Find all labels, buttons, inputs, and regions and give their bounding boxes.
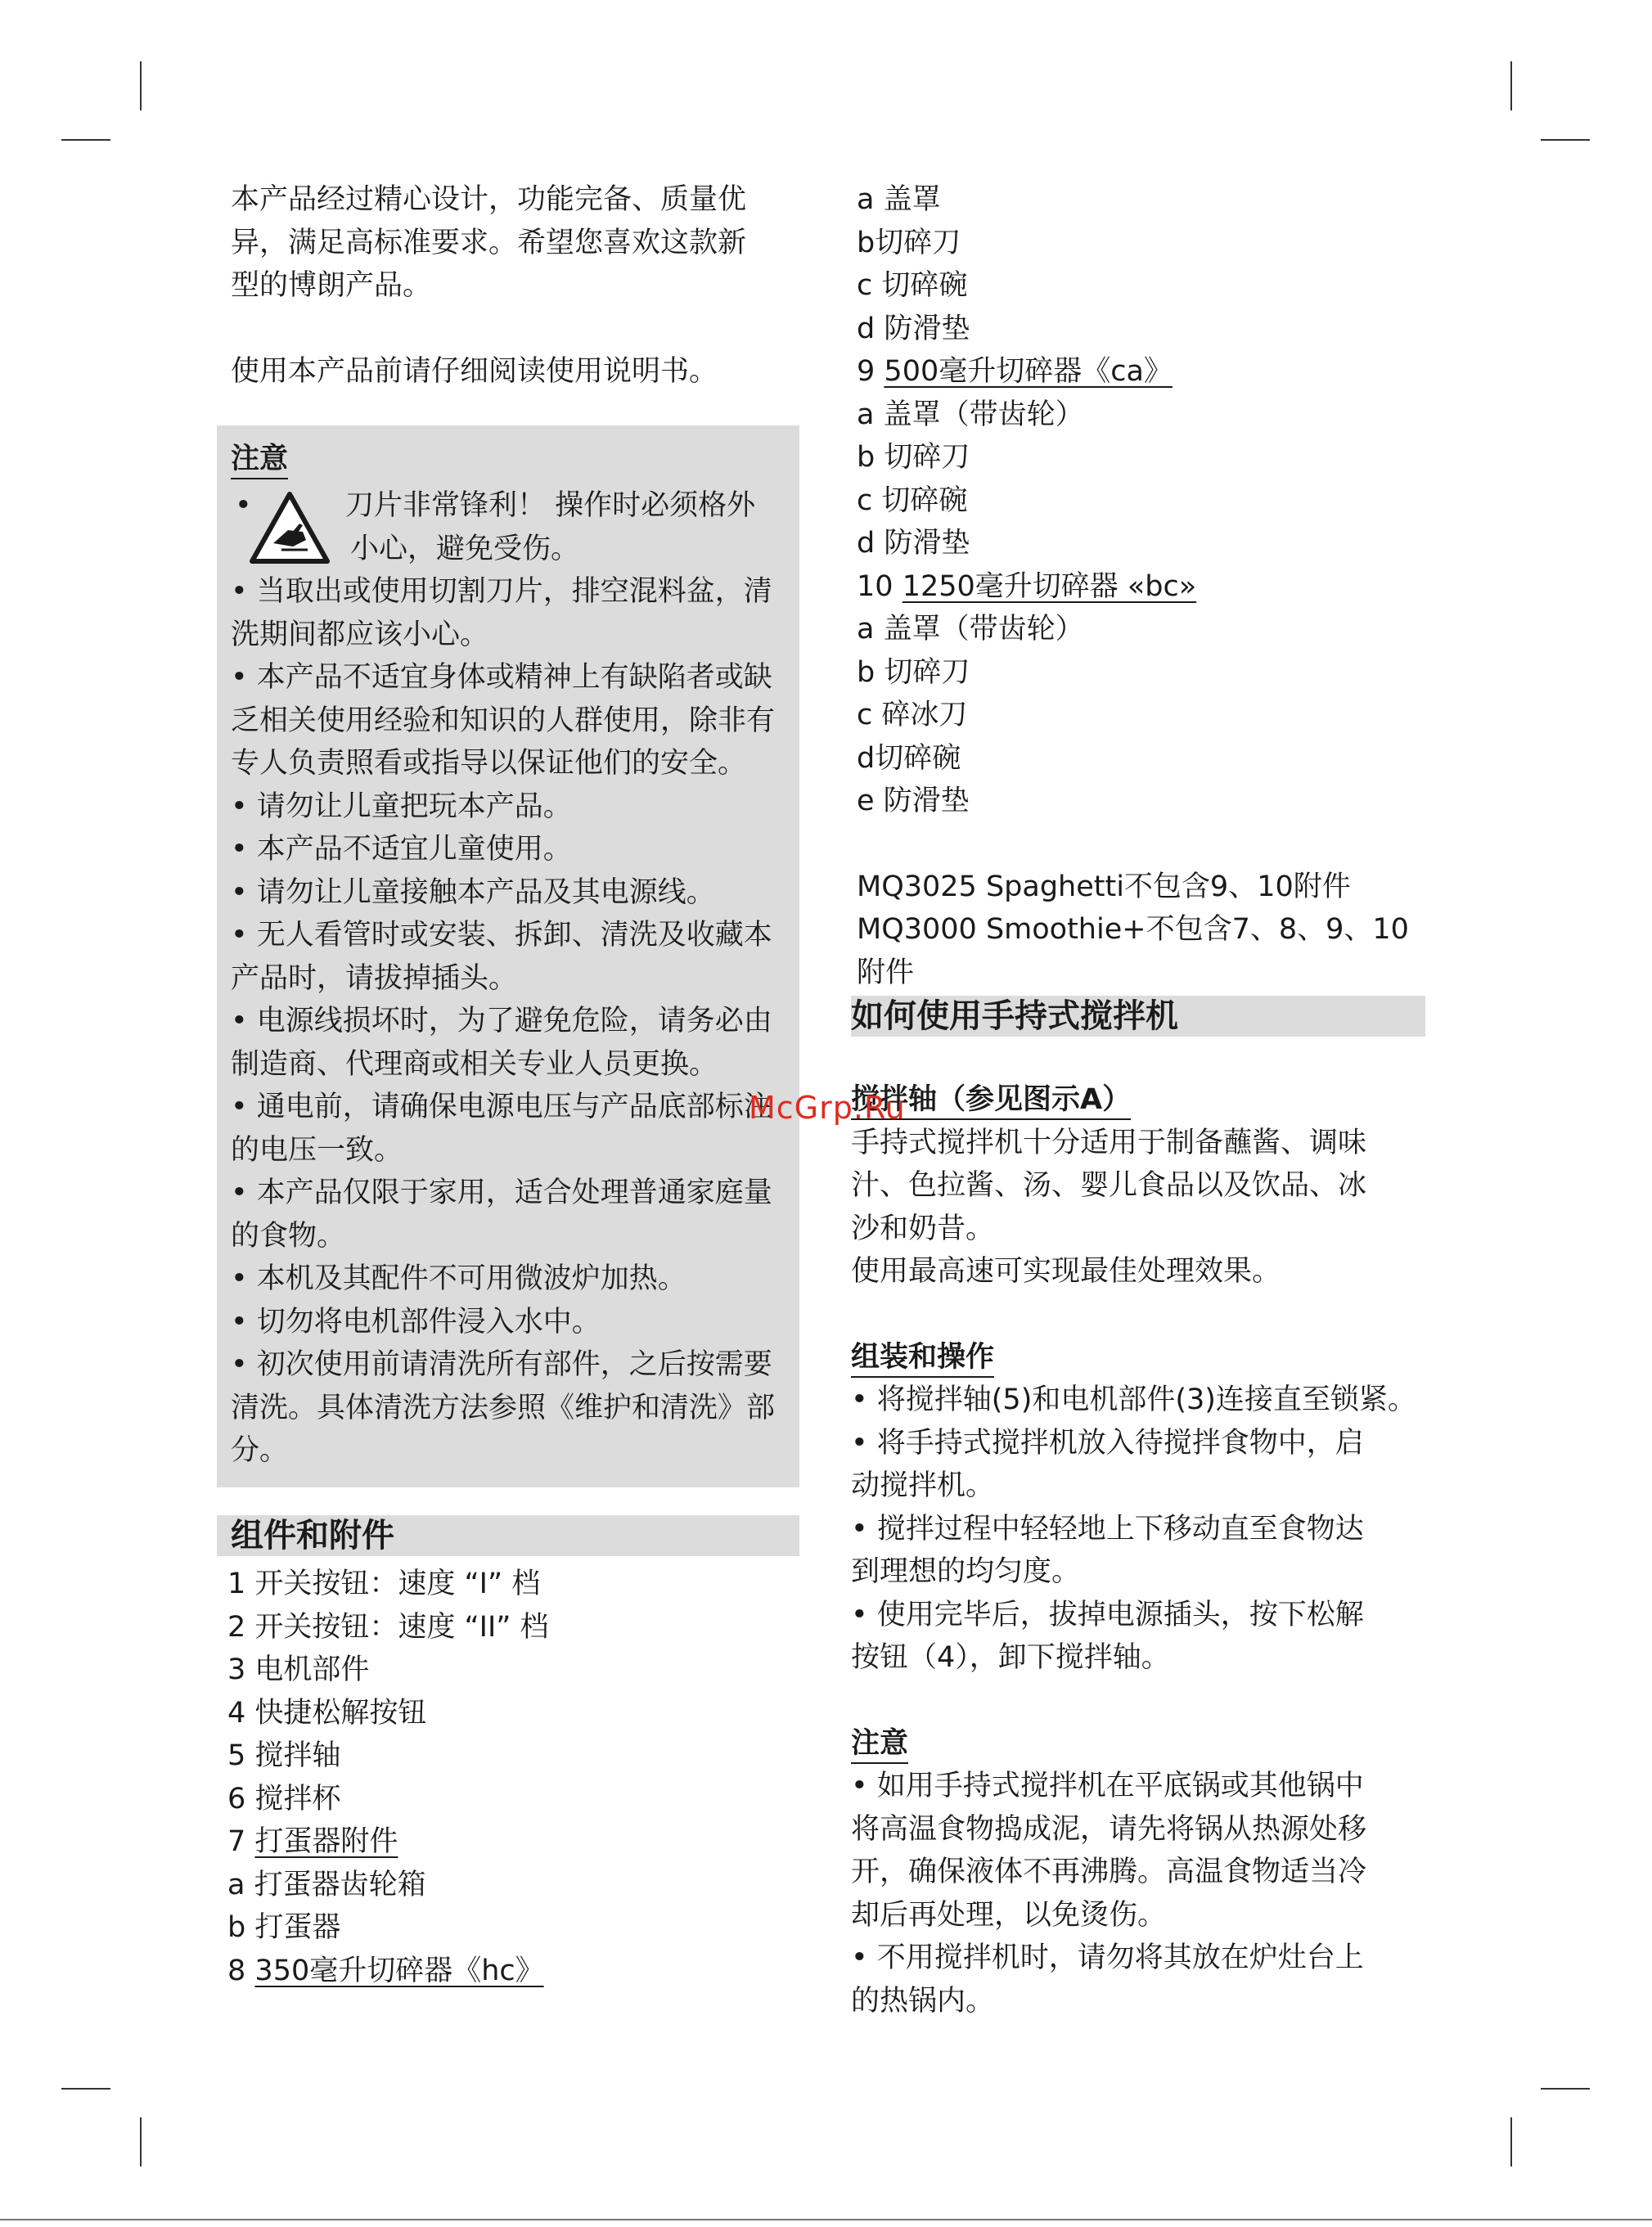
component-subitem: c 切碎碗 <box>857 484 968 517</box>
notice-item: • 电源线损坏时，为了避免危险，请务必由制造商、代理商或相关专业人员更换。 <box>231 1005 772 1081</box>
notice-title: 注意 <box>231 440 288 479</box>
watermark: McGrp.Ru <box>749 1090 906 1126</box>
component-subitem: a 盖罩 <box>857 183 941 216</box>
assembly-title: 组装和操作 <box>851 1338 994 1378</box>
body-line: • 如用手持式搅拌机在平底锅或其他锅中 <box>851 1770 1364 1802</box>
sharp-blade-warning-icon <box>249 491 331 565</box>
component-subitem: b切碎刀 <box>857 226 961 259</box>
crop-mark <box>140 2117 142 2166</box>
notice-item: • 本机及其配件不可用微波炉加热。 <box>231 1262 686 1295</box>
component-subitem: c 碎冰刀 <box>857 699 968 731</box>
body-line: 开，确保液体不再沸腾。高温食物适当冷 <box>851 1856 1367 1888</box>
body-line: • 将手持式搅拌机放入待搅拌食物中，启 <box>851 1426 1364 1460</box>
components-list <box>227 1563 800 1992</box>
left-intro <box>231 178 799 393</box>
item-label: 500毫升切碎器《ca》 <box>884 355 1173 388</box>
component-subitem: b 切碎刀 <box>857 441 970 474</box>
read-manual-text: 使用本产品前请仔细阅读使用说明书。 <box>231 354 718 388</box>
howto-content <box>851 1078 1434 2022</box>
body-line: 到理想的均匀度。 <box>851 1555 1081 1588</box>
notice-item: • 无人看管时或安装、拆卸、清洗及收藏本产品时，请拔掉插头。 <box>231 919 772 995</box>
component-item: 3 电机部件 <box>227 1653 370 1686</box>
component-item: 6 搅拌杯 <box>227 1782 341 1815</box>
body-line: 按钮（4），卸下搅拌轴。 <box>851 1641 1170 1674</box>
notice-item: • 请勿让儿童接触本产品及其电源线。 <box>231 875 715 909</box>
body-line: 汁、色拉酱、汤、婴儿食品以及饮品、冰 <box>851 1169 1367 1202</box>
body-line: 的热锅内。 <box>851 1984 995 2018</box>
notice-item: • 本产品不适宜身体或精神上有缺陷者或缺乏相关使用经验和知识的人群使用，除非有专人负责照看或指导以保证他们的安全。 <box>231 661 776 780</box>
component-item: 2 开关按钮：速度 “II” 档 <box>227 1610 549 1644</box>
model-note: MQ3025 Spaghetti不包含9、10附件 <box>857 870 1351 903</box>
bottom-rule <box>0 2219 1652 2220</box>
model-note: MQ3000 Smoothie+不包含7、8、9、10 <box>857 913 1409 946</box>
intro-line: 本产品经过精心设计，功能完备、质量优 <box>231 183 747 216</box>
component-subitem: a 盖罩（带齿轮） <box>857 398 1084 431</box>
component-subitem: d 防滑垫 <box>857 312 970 345</box>
model-note: 附件 <box>857 956 915 989</box>
body-line: • 不用搅拌机时，请勿将其放在炉灶台上 <box>851 1941 1364 1974</box>
component-subitem: a 打蛋器齿轮箱 <box>227 1868 426 1901</box>
crop-mark <box>61 2088 110 2090</box>
blender-shaft-title: 搅拌轴（参见图示A） <box>851 1081 1131 1120</box>
notice-item: • 请勿让儿童把玩本产品。 <box>231 790 572 823</box>
component-subitem: d切碎碗 <box>857 741 961 775</box>
component-subitem: d 防滑垫 <box>857 527 970 560</box>
intro-line: 异，满足高标准要求。希望您喜欢这款新 <box>231 226 747 259</box>
body-line: • 搅拌过程中轻轻地上下移动直至食物达 <box>851 1512 1364 1545</box>
warning-line: 小心，避免受伤。 <box>350 532 580 565</box>
component-item <box>227 1820 800 1864</box>
body-line: 动搅拌机。 <box>851 1469 995 1502</box>
item-label: 350毫升切碎器《hc》 <box>254 1954 544 1987</box>
item-number: 9 <box>857 355 876 388</box>
crop-mark <box>61 139 110 141</box>
item-number: 8 <box>227 1954 246 1987</box>
notice-item: • 通电前，请确保电源电压与产品底部标注的电压一致。 <box>231 1091 772 1167</box>
notice-item: • 当取出或使用切割刀片，排空混料盆，清洗期间都应该小心。 <box>231 575 772 651</box>
component-item <box>857 350 1439 394</box>
component-subitem: e 防滑垫 <box>857 785 970 817</box>
crop-mark <box>1510 2117 1512 2166</box>
item-number: 7 <box>227 1825 246 1858</box>
body-line: 沙和奶昔。 <box>851 1212 995 1245</box>
component-subitem: b 切碎刀 <box>857 655 970 689</box>
crop-mark <box>1541 139 1590 141</box>
component-item <box>857 565 1439 609</box>
body-line: • 使用完毕后，拔掉电源插头，按下松解 <box>851 1598 1364 1631</box>
component-item: 5 搅拌轴 <box>227 1739 341 1772</box>
component-subitem: c 切碎碗 <box>857 269 968 302</box>
notice-item: • 本产品仅限于家用，适合处理普通家庭量的食物。 <box>231 1176 772 1253</box>
crop-mark <box>1541 2088 1590 2090</box>
item-number: 10 <box>857 569 894 603</box>
crop-mark <box>140 61 142 110</box>
component-item: 1 开关按钮：速度 “I” 档 <box>227 1568 541 1600</box>
components-section-title: 组件和附件 <box>217 1515 799 1556</box>
component-item: 4 快捷松解按钮 <box>227 1696 427 1730</box>
body-line: 手持式搅拌机十分适用于制备蘸酱、调味 <box>851 1126 1367 1159</box>
body-line: 却后再处理，以免烫伤。 <box>851 1898 1167 1932</box>
blade-warning <box>231 484 799 570</box>
warning-line: 刀片非常锋利！ 操作时必须格外 <box>345 489 756 522</box>
bullet: • <box>235 489 252 522</box>
item-label: 1250毫升切碎器 «bc» <box>902 569 1197 603</box>
notice-item: • 本产品不适宜儿童使用。 <box>231 833 572 866</box>
component-subitem: a 盖罩（带齿轮） <box>857 613 1084 646</box>
body-line: • 将搅拌轴(5)和电机部件(3)连接直至锁紧。 <box>851 1383 1416 1416</box>
notice-item: • 初次使用前请清洗所有部件，之后按需要清洗。具体清洗方法参照《维护和清洗》部分。 <box>231 1348 776 1467</box>
item-label: 打蛋器附件 <box>254 1825 398 1858</box>
caution-title: 注意 <box>851 1725 908 1764</box>
right-column <box>857 178 1439 994</box>
body-line: 使用最高速可实现最佳处理效果。 <box>851 1255 1281 1288</box>
notice-item: • 切勿将电机部件浸入水中。 <box>231 1305 601 1338</box>
notice-box <box>217 425 799 1487</box>
component-subitem: b 打蛋器 <box>227 1911 341 1944</box>
howto-section-title: 如何使用手持式搅拌机 <box>851 996 1425 1037</box>
crop-mark <box>1510 61 1512 110</box>
intro-line: 型的博朗产品。 <box>231 269 432 302</box>
body-line: 将高温食物捣成泥，请先将锅从热源处移 <box>851 1812 1367 1846</box>
component-item <box>227 1950 800 1993</box>
